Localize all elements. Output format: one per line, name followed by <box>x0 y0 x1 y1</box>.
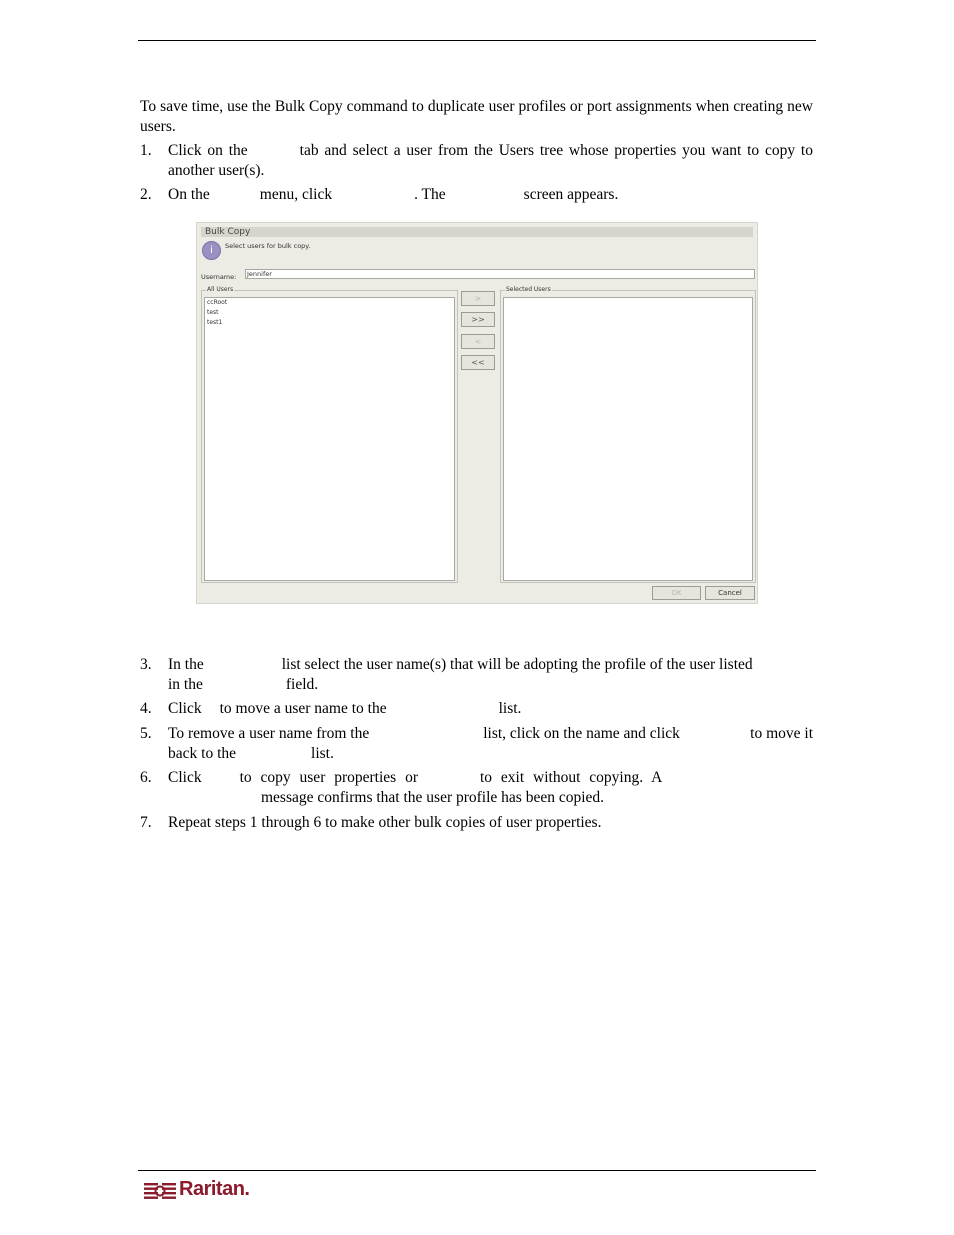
all-users-list[interactable] <box>204 297 455 581</box>
step-text: Repeat steps 1 through 6 to make other bulk copies of user properties. <box>168 814 602 831</box>
step-text: field. <box>285 675 319 693</box>
footer-rule <box>138 1170 816 1171</box>
step-text: to copy user properties or <box>239 769 418 786</box>
selected-users-label: Selected Users <box>506 286 551 293</box>
selected-users-list[interactable] <box>503 297 753 581</box>
selected-users-group <box>500 286 756 583</box>
step-text: in the <box>168 675 203 693</box>
dialog-info-text: Select users for bulk copy. <box>225 242 311 250</box>
step-text: Click on the <box>168 142 248 159</box>
dialog-title: Bulk Copy <box>201 227 753 237</box>
step-number: 2. <box>140 186 152 203</box>
step-text: menu, click <box>259 186 333 203</box>
move-right-button[interactable]: > <box>461 291 495 306</box>
step-text: message confirms that the user profile has been copied. <box>261 788 605 806</box>
step-text: to exit without copying. A <box>480 769 663 786</box>
step-text: In the <box>168 656 204 673</box>
step-text: list. <box>498 700 522 717</box>
list-item[interactable]: ccRoot <box>207 299 228 306</box>
step-number: 7. <box>140 814 152 831</box>
step-text: list, click on the name and click <box>483 725 680 742</box>
username-label: Username: <box>201 273 237 281</box>
info-icon: i <box>202 241 221 260</box>
step-text: back to the <box>168 744 237 762</box>
ok-button[interactable]: OK <box>652 586 701 600</box>
move-left-button[interactable]: < <box>461 334 495 349</box>
bulk-copy-dialog <box>196 222 758 604</box>
step-number: 3. <box>140 656 152 673</box>
move-all-right-button[interactable]: >> <box>461 312 495 327</box>
step-text: . The <box>414 186 446 203</box>
raritan-logo-text: Raritan. <box>179 1178 250 1200</box>
step-number: 5. <box>140 725 152 742</box>
step-text: To remove a user name from the <box>168 725 370 742</box>
step-number: 6. <box>140 769 152 786</box>
list-item[interactable]: test <box>207 309 219 316</box>
cancel-button[interactable]: Cancel <box>705 586 755 600</box>
list-item[interactable]: test1 <box>207 319 223 326</box>
step-text: Click <box>168 700 202 717</box>
all-users-label: All Users <box>207 286 234 293</box>
step-text: to move it <box>750 725 813 742</box>
step-text: list select the user name(s) that will be adopting the profile of the user listed <box>281 656 753 673</box>
username-field[interactable]: Jennifer <box>245 269 755 279</box>
step-number: 4. <box>140 700 152 717</box>
step-text: On the <box>168 186 210 203</box>
raritan-logo-icon <box>144 1180 178 1202</box>
step-number: 1. <box>140 142 152 159</box>
step-text: screen appears. <box>523 186 619 203</box>
step-text: list. <box>311 744 334 762</box>
step-text: tab and select a user from the Users tree whose properties you want to copy to another user(s). <box>168 142 813 179</box>
all-users-group <box>201 286 458 583</box>
step-text: to move a user name to the <box>219 700 387 717</box>
intro-paragraph: To save time, use the Bulk Copy command to duplicate user profiles or port assignments when creating new users. <box>140 98 813 135</box>
move-all-left-button[interactable]: << <box>461 355 495 370</box>
step-text: Click <box>168 769 202 786</box>
header-rule <box>138 40 816 41</box>
